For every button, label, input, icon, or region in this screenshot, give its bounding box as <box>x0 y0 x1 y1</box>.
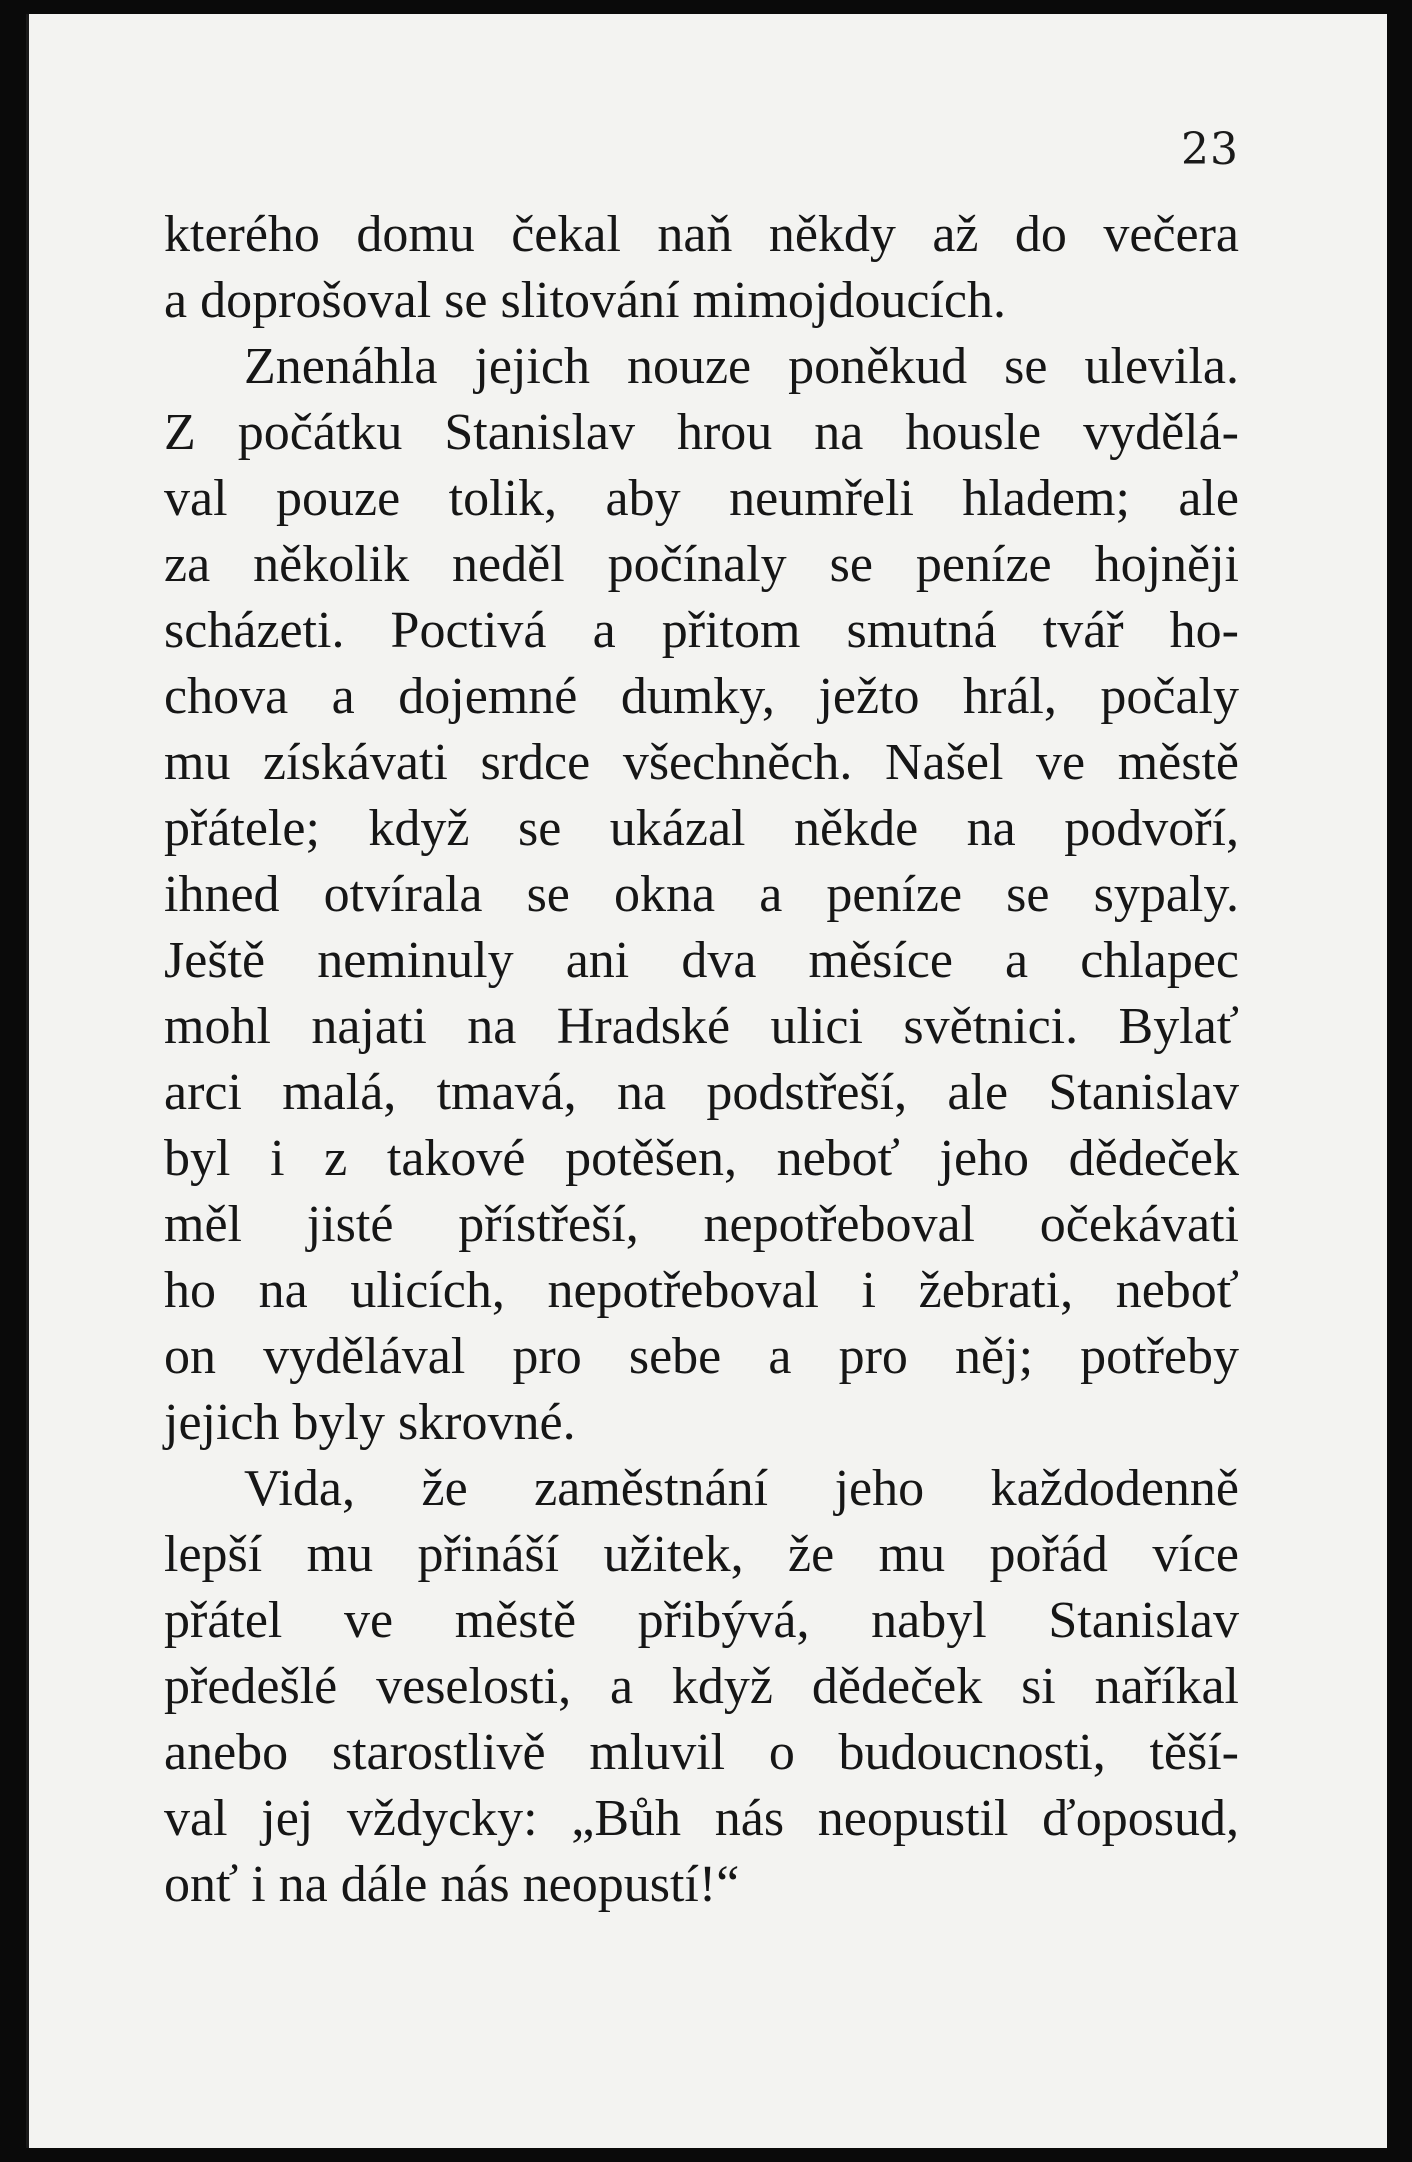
text-line: arci malá, tmavá, na podstřeší, ale Stanislav <box>164 1064 1239 1121</box>
text-line: ihned otvírala se okna a peníze se sypaly. <box>164 866 1239 923</box>
text-line: mu získávati srdce všechněch. Našel ve městě <box>164 734 1239 791</box>
text-line: a doprošoval se slitování mimojdoucích. <box>164 272 1006 329</box>
text-line: byl i z takové potěšen, neboť jeho dědeček <box>164 1130 1239 1187</box>
text-line: předešlé veselosti, a když dědeček si naříkal <box>164 1658 1239 1715</box>
paragraph-start-line: Vida, že zaměstnání jeho každodenně <box>244 1460 1239 1517</box>
page-number: 23 <box>1181 124 1239 175</box>
text-line: val pouze tolik, aby neumřeli hladem; ale <box>164 470 1239 527</box>
text-line: val jej vždycky: „Bůh nás neopustil ďoposud, <box>164 1790 1239 1847</box>
text-line: mohl najati na Hradské ulici světnici. Bylať <box>164 998 1239 1055</box>
text-line: chova a dojemné dumky, ježto hrál, počaly <box>164 668 1239 725</box>
text-line: lepší mu přináší užitek, že mu pořád více <box>164 1526 1239 1583</box>
text-line: scházeti. Poctivá a přitom smutná tvář ho- <box>164 602 1239 659</box>
text-line: jejich byly skrovné. <box>164 1394 576 1451</box>
text-line: anebo starostlivě mluvil o budoucnosti, těší- <box>164 1724 1239 1781</box>
text-line: přátele; když se ukázal někde na podvoří, <box>164 800 1239 857</box>
paragraph-start-line: Znenáhla jejich nouze poněkud se ulevila. <box>244 338 1239 395</box>
book-page <box>26 14 1387 2148</box>
text-line: za několik neděl počínaly se peníze hojněji <box>164 536 1239 593</box>
text-line: přátel ve městě přibývá, nabyl Stanislav <box>164 1592 1239 1649</box>
text-line: Ještě neminuly ani dva měsíce a chlapec <box>164 932 1239 989</box>
text-line: kterého domu čekal naň někdy až do večera <box>164 206 1239 263</box>
text-line: Z počátku Stanislav hrou na housle vydělá- <box>164 404 1239 461</box>
text-line: onť i na dále nás neopustí!“ <box>164 1856 740 1913</box>
body-text <box>164 202 1239 1918</box>
text-line: měl jisté přístřeší, nepotřeboval očekávati <box>164 1196 1239 1253</box>
text-line: on vydělával pro sebe a pro něj; potřeby <box>164 1328 1239 1385</box>
text-line: ho na ulicích, nepotřeboval i žebrati, neboť <box>164 1262 1239 1319</box>
